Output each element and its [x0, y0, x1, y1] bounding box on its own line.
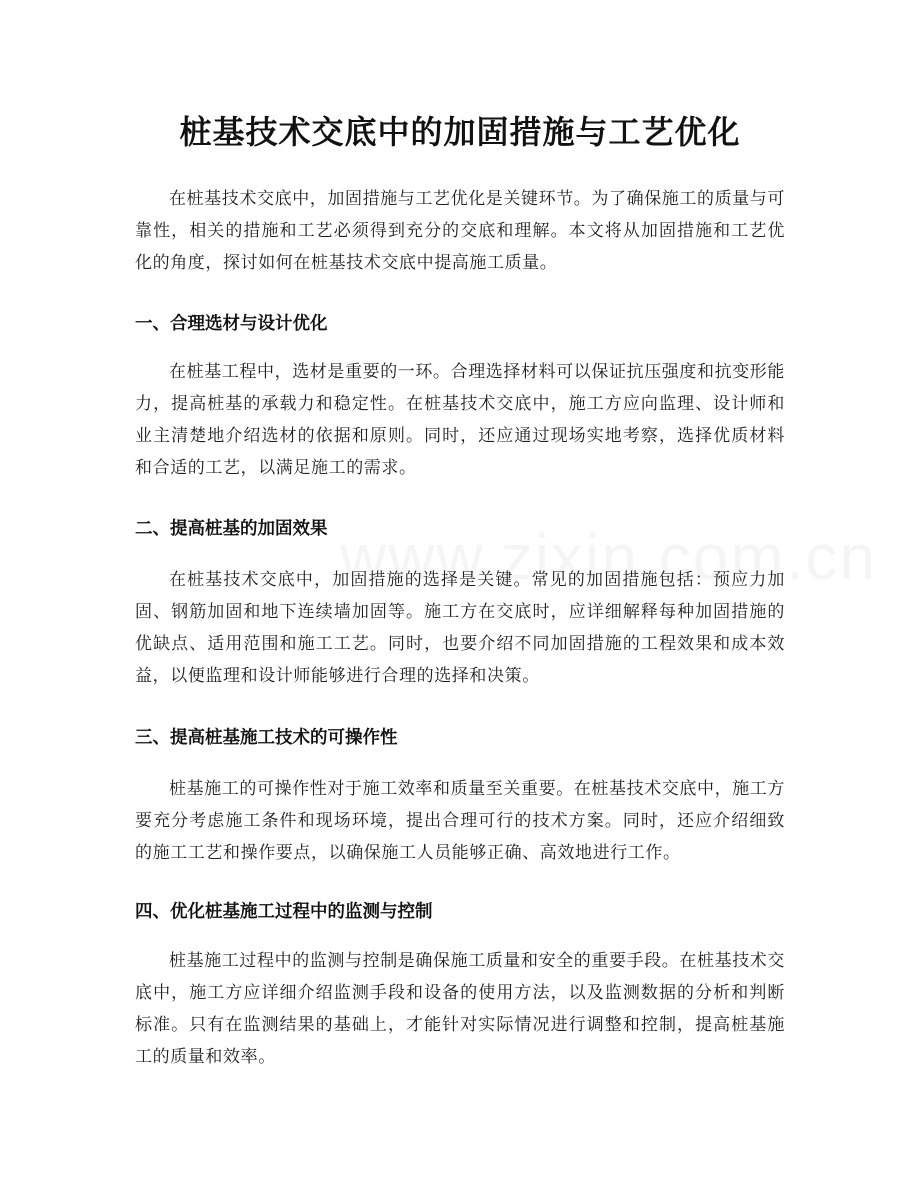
section-heading-4: 四、优化桩基施工过程中的监测与控制 — [135, 902, 433, 922]
section-body-3: 桩基施工的可操作性对于施工效率和质量至关重要。在桩基技术交底中，施工方要充分考虑施工条件和现场环境，提出合理可行的技术方案。同时，还应介绍细致的施工工艺和操作要点，以确保施工人员能够正确、高效地进行工作。 — [135, 779, 785, 863]
document-title: 桩基技术交底中的加固措施与工艺优化 — [179, 113, 741, 151]
section-heading-2: 二、提高桩基的加固效果 — [135, 519, 328, 539]
section-heading-1: 一、合理选材与设计优化 — [135, 314, 328, 334]
section-body-2: 在桩基技术交底中，加固措施的选择是关键。常见的加固措施包括：预应力加固、钢筋加固和地下连续墙加固等。施工方在交底时，应详细解释每种加固措施的优缺点、适用范围和施工工艺。同时，也要介绍不同加固措施的工程效果和成本效益，以便监理和设计师能够进行合理的选择和决策。 — [135, 570, 785, 686]
intro-paragraph: 在桩基技术交底中，加固措施与工艺优化是关键环节。为了确保施工的质量与可靠性，相关的措施和工艺必须得到充分的交底和理解。本文将从加固措施和工艺优化的角度，探讨如何在桩基技术交底中提高施工质量。 — [135, 189, 785, 273]
section-body-1: 在桩基工程中，选材是重要的一环。合理选择材料可以保证抗压强度和抗变形能力，提高桩基的承载力和稳定性。在桩基技术交底中，施工方应向监理、设计师和业主清楚地介绍选材的依据和原则。同时，还应通过现场实地考察，选择优质材料和合适的工艺，以满足施工的需求。 — [135, 362, 785, 478]
section-body-4: 桩基施工过程中的监测与控制是确保施工质量和安全的重要手段。在桩基技术交底中，施工方应详细介绍监测手段和设备的使用方法，以及监测数据的分析和判断标准。只有在监测结果的基础上，才能针对实际情况进行调整和控制，提高桩基施工的质量和效率。 — [135, 951, 785, 1067]
section-heading-3: 三、提高桩基施工技术的可操作性 — [135, 728, 398, 748]
